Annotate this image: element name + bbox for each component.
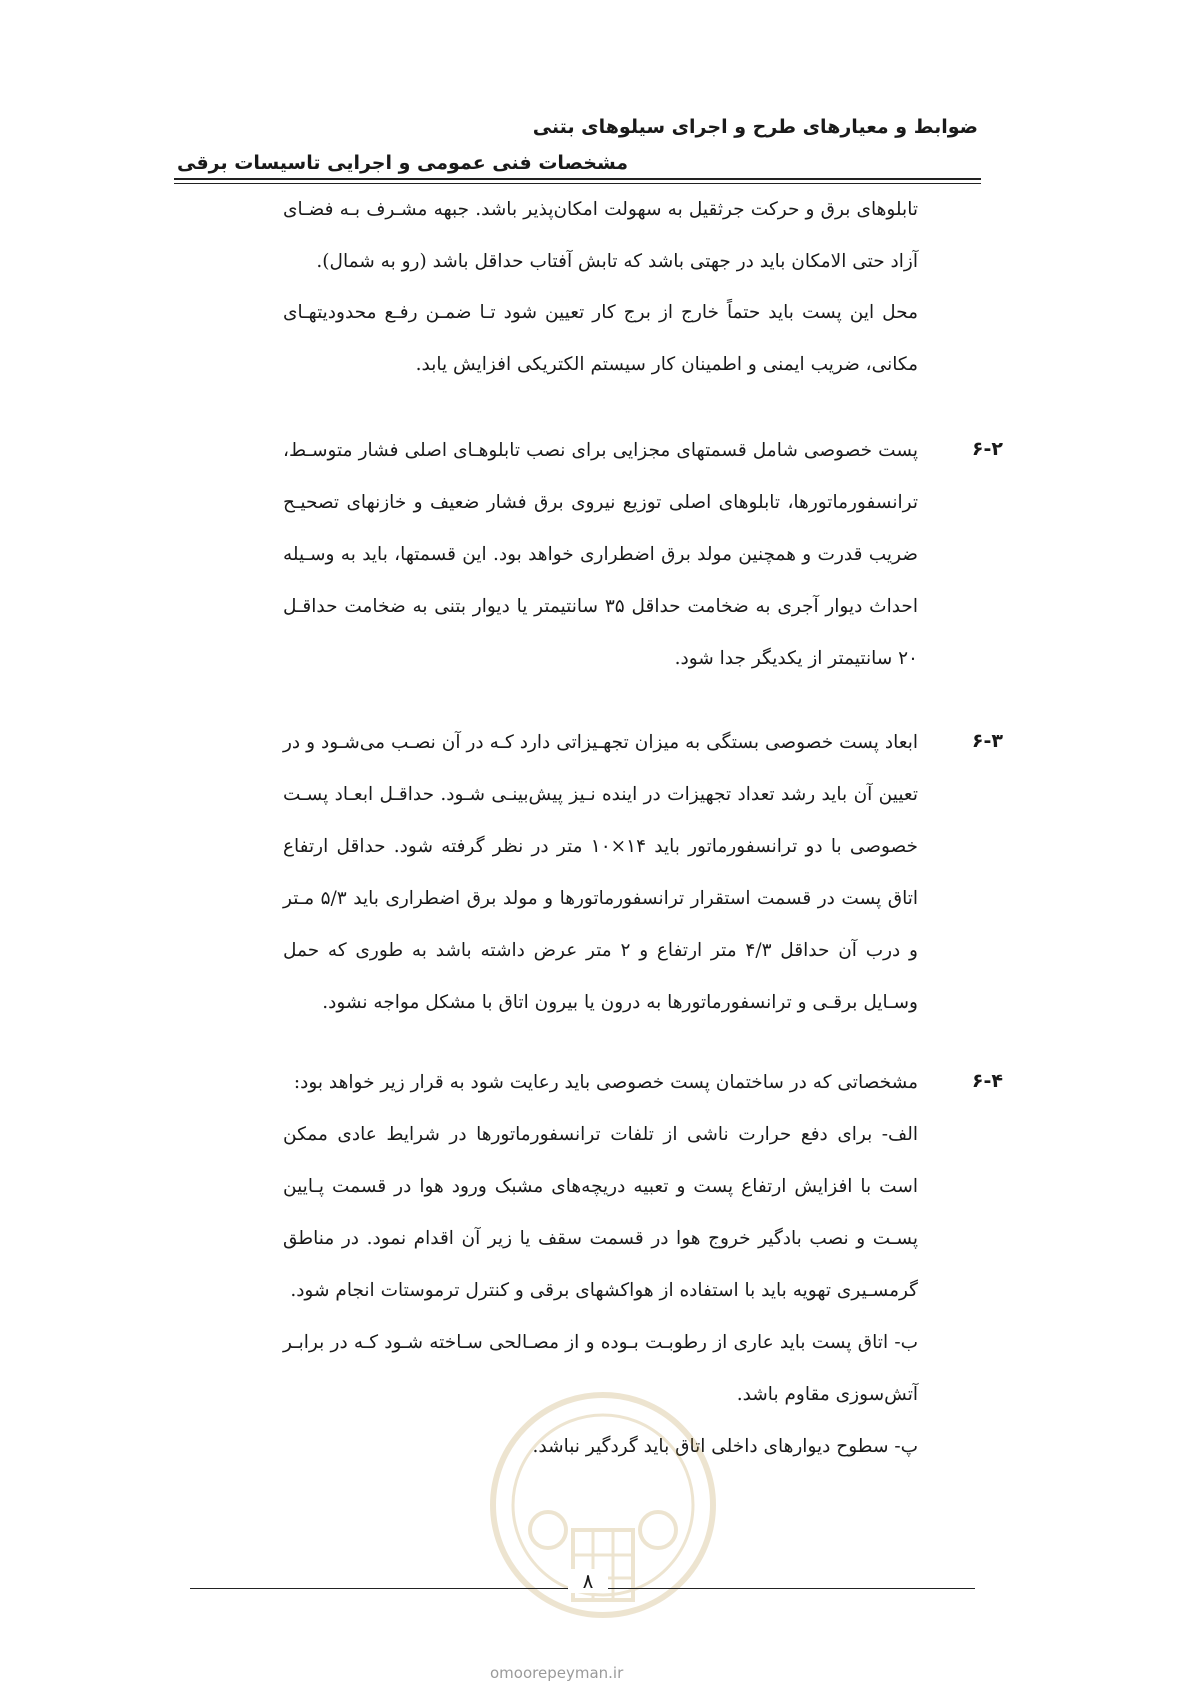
list-item: پ- سطوح دیوارهای داخلی اتاق باید گردگیر نباشد.	[532, 1436, 918, 1457]
section-paragraph: پست خصوصی شامل قسمتهای مجزایی برای نصب تابلوهـای اصلی فشار متوسـط، ترانسفورماتورها، تابلوهای اصلی توزیع نیروی برق فشار ضعیف و خازنهای تصحیـح ضریب قدرت و همچنین مولد برق اضطراری خواهد بود. این قسمتها، باید به وسـیله احداث دیوار آجری به ضخامت حداقل ۳۵ سانتیمتر یا دیوار بتنی به ضخامت حداقـل ۲۰ سانتیمتر از یکدیگر جدا شود.	[283, 440, 918, 669]
section-number: ۶-۴	[971, 1070, 1003, 1092]
section-number: ۶-۲	[971, 438, 1003, 460]
list-item: الف- برای دفع حرارت ناشی از تلفات ترانسفورماتورها در شرایط عادی ممکن است با افزایش ارتفاع پست و تعبیه دریچه‌های مشبک ورود هوا در قسمت پـایین پسـت و نصب بادگیر خروج هوا در قسمت سقف یا زیر آن اقدام نمود. در مناطق گرمسـیری تهویه باید با استفاده از هواکشهای برقی و کنترل ترموستات انجام شود.	[283, 1124, 918, 1301]
section-paragraph: ابعاد پست خصوصی بستگی به میزان تجهـیزاتی دارد کـه در آن نصـب می‌شـود و در تعیین آن باید رشد تعداد تجهیزات در اینده نـیز پیش‌بینـی شـود. حداقـل ابعـاد پسـت خصوصی با دو ترانسفورماتور باید ۱۴×۱۰ متر در نظر گرفته شود. حداقل ارتفاع اتاق پست در قسمت استقرار ترانسفورماتورها و مولد برق اضطراری باید ۵/۳ مـتر و درب آن حداقل ۴/۳ متر ارتفاع و ۲ متر عرض داشته باشد به طوری که حمل وسـایل برقـی و ترانسفورماتورها به درون یا بیرون اتاق با مشکل مواجه نشود.	[283, 732, 919, 1013]
running-header-subtitle: مشخصات فنی عمومی و اجرایی تاسیسات برقی	[177, 152, 629, 174]
section-paragraph: مشخصاتی که در ساختمان پست خصوصی باید رعایت شود به قرار زیر خواهد بود:	[293, 1072, 918, 1093]
watermark-url: omoorepeyman.ir	[490, 1664, 624, 1682]
intro-paragraph: تابلوهای برق و حرکت جرثقیل به سهولت امکان‌پذیر باشد. جبهه مشـرف بـه فضـای آزاد حتی الامکان باید در جهتی باشد که تابش آفتاب حداقل باشد (رو به شمال).	[283, 199, 918, 272]
intro-paragraph-2: محل این پست باید حتماً خارج از برج کار تعیین شود تـا ضمـن رفـع محدودیتهـای مکانی، ضریب ایمنی و اطمینان کار سیستم الکتریکی افزایش یابد.	[283, 302, 918, 375]
list-item: ب- اتاق پست باید عاری از رطوبـت بـوده و از مصـالحی سـاخته شـود کـه در برابـر آتش‌سوزی مقاوم باشد.	[283, 1332, 918, 1405]
header-rule-thick	[174, 178, 981, 180]
running-header-title: ضوابط و معیارهای طرح و اجرای سیلوهای بتنی	[532, 116, 978, 138]
page-number: ۸	[568, 1569, 608, 1593]
section-number: ۶-۳	[971, 730, 1003, 752]
